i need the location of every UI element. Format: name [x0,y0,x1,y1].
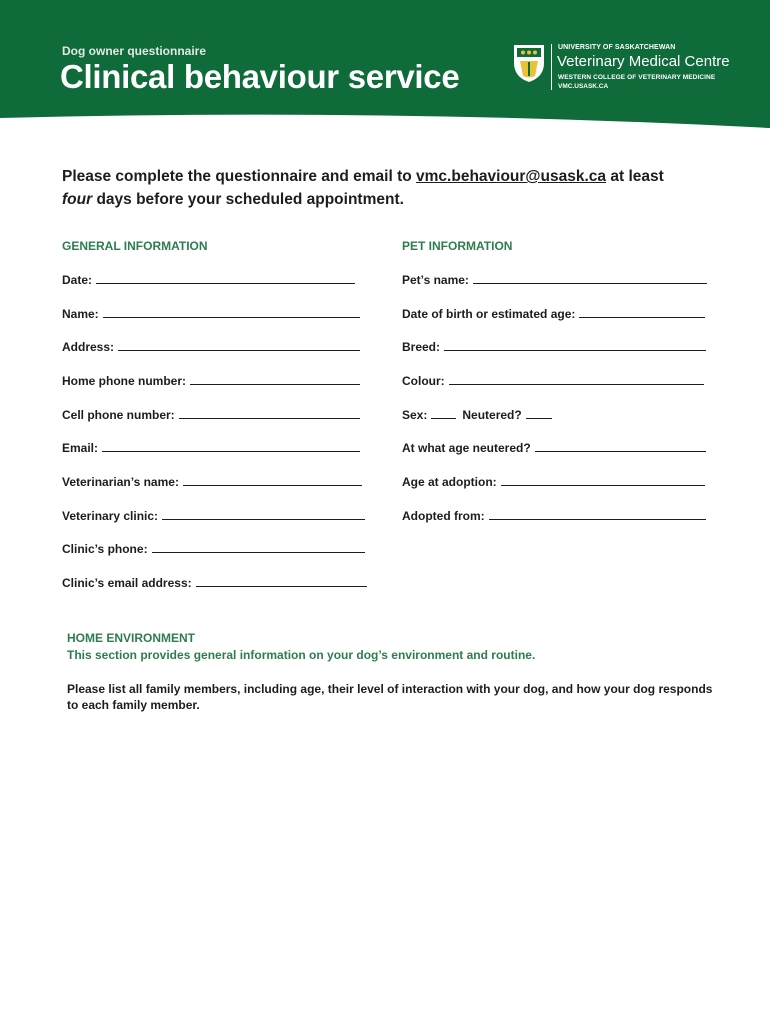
clinic-email-field[interactable] [62,576,367,590]
intro-text-after: at least [606,168,664,185]
colour-label: Colour: [402,374,445,388]
pet-information-heading: PET INFORMATION [402,239,513,253]
veterinary-clinic-label: Veterinary clinic: [62,509,159,523]
document-kicker: Dog owner questionnaire [62,44,207,58]
cell-phone-field[interactable] [62,408,360,422]
clinic-email-blank[interactable] [196,576,367,587]
general-information-heading: GENERAL INFORMATION [62,239,208,253]
neutered-blank[interactable] [526,408,552,419]
neutered-label: Neutered? [462,408,522,422]
veterinarian-name-blank[interactable] [183,475,362,486]
adopted-from-field[interactable] [402,509,706,523]
breed-label: Breed: [402,340,441,354]
email-field[interactable] [62,441,360,455]
email-label: Email: [62,441,99,455]
family-members-question: Please list all family members, including age, their level of interaction with your dog, and how your dog responds to each family member. [67,682,713,712]
name-label: Name: [62,307,99,321]
logo-college: WESTERN COLLEGE OF VETERINARY MEDICINE [558,74,716,81]
address-field[interactable] [62,340,360,354]
adopted-from-blank[interactable] [489,509,706,520]
intro-instructions [62,165,722,211]
date-of-birth-blank[interactable] [579,307,705,318]
logo-website: VMC.USASK.CA [558,83,609,90]
email-link[interactable]: vmc.behaviour@usask.ca [416,168,607,185]
document-title: Clinical behaviour service [60,58,460,95]
address-label: Address: [62,340,115,354]
date-blank[interactable] [96,273,355,284]
date-of-birth-label: Date of birth or estimated age: [402,307,576,321]
age-at-adoption-blank[interactable] [501,475,705,486]
veterinary-clinic-field[interactable] [62,509,365,523]
address-blank[interactable] [118,340,360,351]
intro-text-end: days before your scheduled appointment. [92,191,404,208]
clinic-phone-blank[interactable] [152,542,365,553]
sex-label: Sex: [402,408,428,422]
date-label: Date: [62,273,93,287]
veterinarian-name-label: Veterinarian’s name: [62,475,179,489]
age-neutered-field[interactable] [402,441,706,455]
cell-phone-label: Cell phone number: [62,408,175,422]
adopted-from-label: Adopted from: [402,509,485,523]
clinic-phone-field[interactable] [62,542,365,556]
sex-blank[interactable] [431,408,456,419]
intro-emphasis: four [62,191,93,208]
name-blank[interactable] [103,307,360,318]
pet-name-field[interactable] [402,273,707,287]
date-field[interactable] [62,273,355,287]
breed-blank[interactable] [444,340,706,351]
logo-divider [551,44,552,90]
pet-name-blank[interactable] [473,273,707,284]
colour-field[interactable] [402,374,704,388]
age-at-adoption-label: Age at adoption: [402,475,497,489]
clinic-email-label: Clinic’s email address: [62,576,192,590]
date-of-birth-field[interactable] [402,307,705,321]
email-blank[interactable] [102,441,360,452]
logo-centre: Veterinary Medical Centre [557,53,730,70]
cell-phone-blank[interactable] [179,408,360,419]
clinic-phone-label: Clinic’s phone: [62,542,148,556]
age-neutered-blank[interactable] [535,441,706,452]
home-phone-blank[interactable] [190,374,360,385]
intro-text: Please complete the questionnaire and email to [62,168,417,185]
university-shield-icon [512,43,546,83]
home-environment-subheading: This section provides general information on your dog’s environment and routine. [67,648,536,662]
veterinarian-name-field[interactable] [62,475,362,489]
sex-neutered-field[interactable] [402,408,552,422]
logo-university: UNIVERSITY OF SASKATCHEWAN [558,44,676,51]
veterinary-clinic-blank[interactable] [162,509,365,520]
colour-blank[interactable] [449,374,704,385]
breed-field[interactable] [402,340,706,354]
home-environment-heading: HOME ENVIRONMENT [67,631,196,645]
name-field[interactable] [62,307,360,321]
home-phone-label: Home phone number: [62,374,187,388]
pet-name-label: Pet’s name: [402,273,469,287]
age-at-adoption-field[interactable] [402,475,705,489]
age-neutered-label: At what age neutered? [402,441,531,455]
home-phone-field[interactable] [62,374,360,388]
